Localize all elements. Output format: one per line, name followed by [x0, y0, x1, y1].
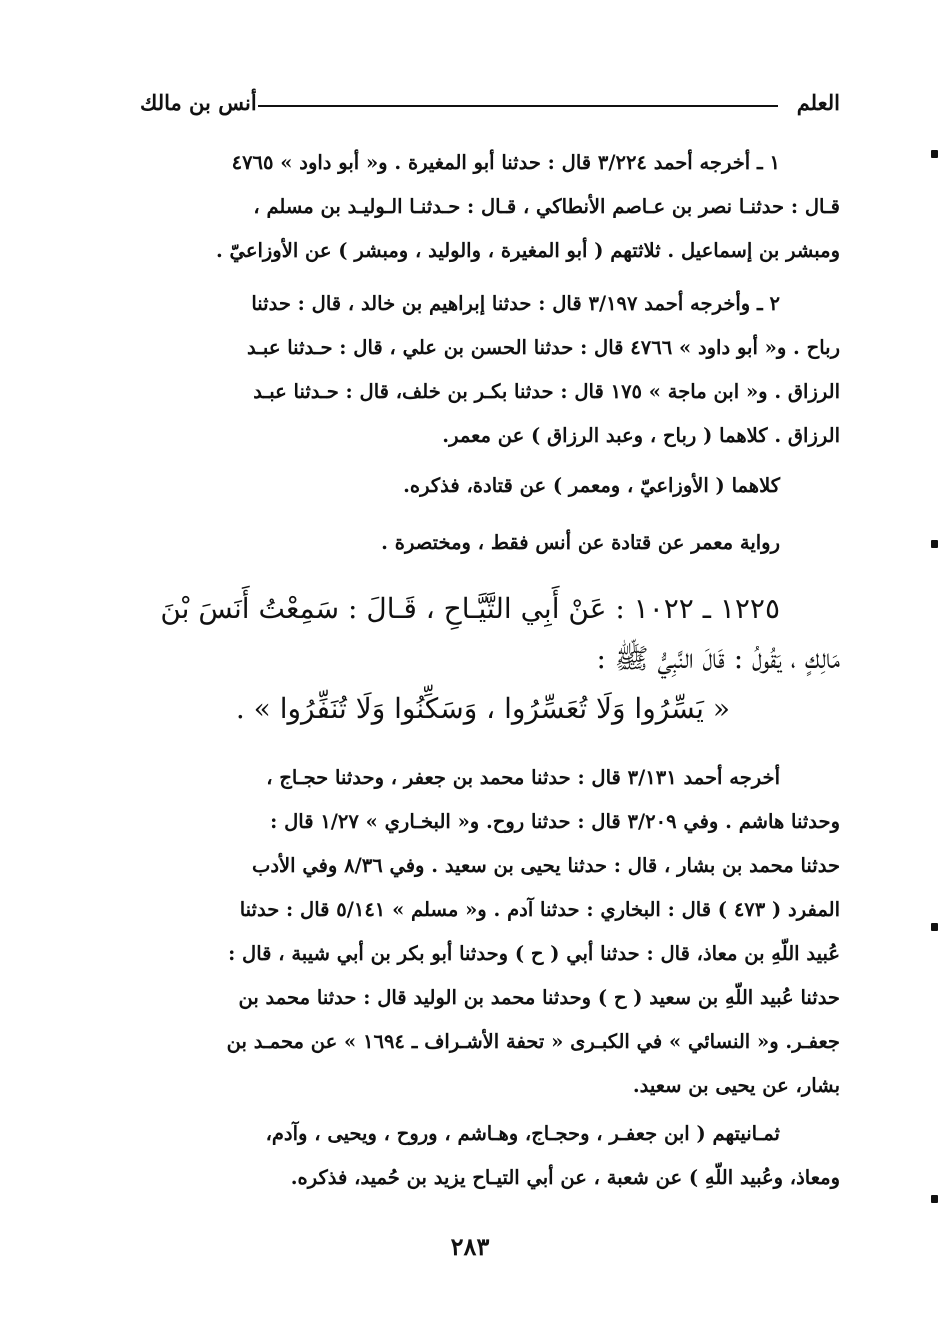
- hadith-line: « يَسِّرُوا وَلَا تُعَسِّرُوا ، وَسَكِّنُوا وَلَا تُنَفِّرُوا » .: [235, 692, 730, 725]
- header-chapter-title: العلم: [796, 90, 840, 115]
- scan-mark: [931, 540, 938, 548]
- text-line: الرزاق . كلاهما ( رباح ، وعبد الرزاق ) عن معمر.: [442, 424, 840, 447]
- scan-mark: [931, 923, 938, 931]
- text-line: وحدثنا هاشم . وفي ٣/٢٠٩ قال : حدثنا روح. و« البخـاري » ١/٢٧ قال :: [270, 810, 840, 833]
- running-header: [140, 88, 840, 118]
- page-number: ٢٨٣: [450, 1232, 490, 1261]
- header-narrator-name: أنس بن مالك: [140, 90, 257, 115]
- scan-mark: [931, 150, 938, 158]
- scan-mark: [931, 1195, 938, 1203]
- hadith-line: مَالِكٍ ، يَقُولُ : قَالَ النَّبِيُّ ﷺ :: [596, 642, 840, 675]
- chain-summary-1: [138, 464, 840, 508]
- text-line: ومعاذ، وعُبيد اللّهِ ) عن شعبة ، عن أبي التيـاح يزيد بن حُميد، فذكره.: [290, 1166, 840, 1189]
- text-line: الرزاق . و« ابن ماجة » ١٧٥ قال : حدثنا بكـر بن خلف، قال : حـدثنا عبـد: [253, 380, 840, 403]
- text-line: قـال : حدثنـا نصر بن عـاصم الأنطاكي ، قـال : حـدثنـا الـوليـد بن مسلم ،: [253, 195, 840, 218]
- takhrij-paragraph-3: [138, 756, 840, 1108]
- chain-note: [138, 521, 840, 565]
- takhrij-paragraph-1: [138, 141, 840, 273]
- hadith-text: [138, 584, 840, 734]
- hadith-line: ١٢٢٥ ـ ١٠٢٢ : عَنْ أَبِي التَّيَّـاحِ ، قَـالَ : سَمِعْتُ أَنَسَ بْنَ: [160, 592, 780, 625]
- text-line: رواية معمر عن قتادة عن أنس فقط ، ومختصرة .: [381, 531, 780, 554]
- text-line: المفرد ( ٤٧٣ ) قال : البخاري : حدثنا آدم . و« مسلم » ٥/١٤١ قال : حدثنا: [239, 898, 840, 921]
- text-line: ٢ ـ وأخرجه أحمد ٣/١٩٧ قال : حدثنا إبراهيم بن خالد ، قال : حدثنا: [251, 292, 780, 315]
- text-line: حدثنا محمد بن بشار ، قال : حدثنا يحيى بن سعيد . وفي ٨/٣٦ وفي الأدب: [251, 854, 840, 877]
- text-line: حدثنا عُبيد اللّهِ بن سعيد ( ح ) وحدثنا محمد بن الوليد قال : حدثنا محمد بن: [238, 986, 840, 1009]
- text-line: عُبيد اللّهِ بن معاذ، قال : حدثنا أبي ( ح ) وحدثنا أبو بكر بن أبي شيبة ، قال :: [228, 942, 840, 965]
- text-line: ١ ـ أخرجه أحمد ٣/٢٢٤ قال : حدثنا أبو المغيرة . و« أبو داود » ٤٧٦٥: [231, 151, 780, 174]
- text-line: ومبشر بن إسماعيل . ثلاثتهم ( أبو المغيرة ، والوليد ، ومبشر ) عن الأوزاعيّ .: [215, 239, 840, 262]
- header-rule: [258, 105, 778, 107]
- text-line: بشار، عن يحيى بن سعيد.: [632, 1074, 840, 1097]
- text-line: ثمـانيتهم ( ابن جعفـر ، وحجـاج، وهـاشم ، وروح ، ويحيى ، وآدم،: [265, 1122, 780, 1145]
- chain-summary-2: [138, 1112, 840, 1200]
- text-line: جعفـر. و« النسائي » في الكبـرى « تحفة الأشـراف ـ ١٦٩٤ » عن محمـد بن: [226, 1030, 840, 1053]
- text-line: رباح . و« أبو داود » ٤٧٦٦ قال : حدثنا الحسن بن علي ، قال : حـدثنا عبـد: [246, 336, 840, 359]
- takhrij-paragraph-2: [138, 282, 840, 458]
- text-line: كلاهما ( الأوزاعيّ ، ومعمر ) عن قتادة، فذكره.: [403, 474, 780, 497]
- text-line: أخرجه أحمد ٣/١٣١ قال : حدثنا محمد بن جعفر ، وحدثنا حجـاج ،: [266, 766, 780, 789]
